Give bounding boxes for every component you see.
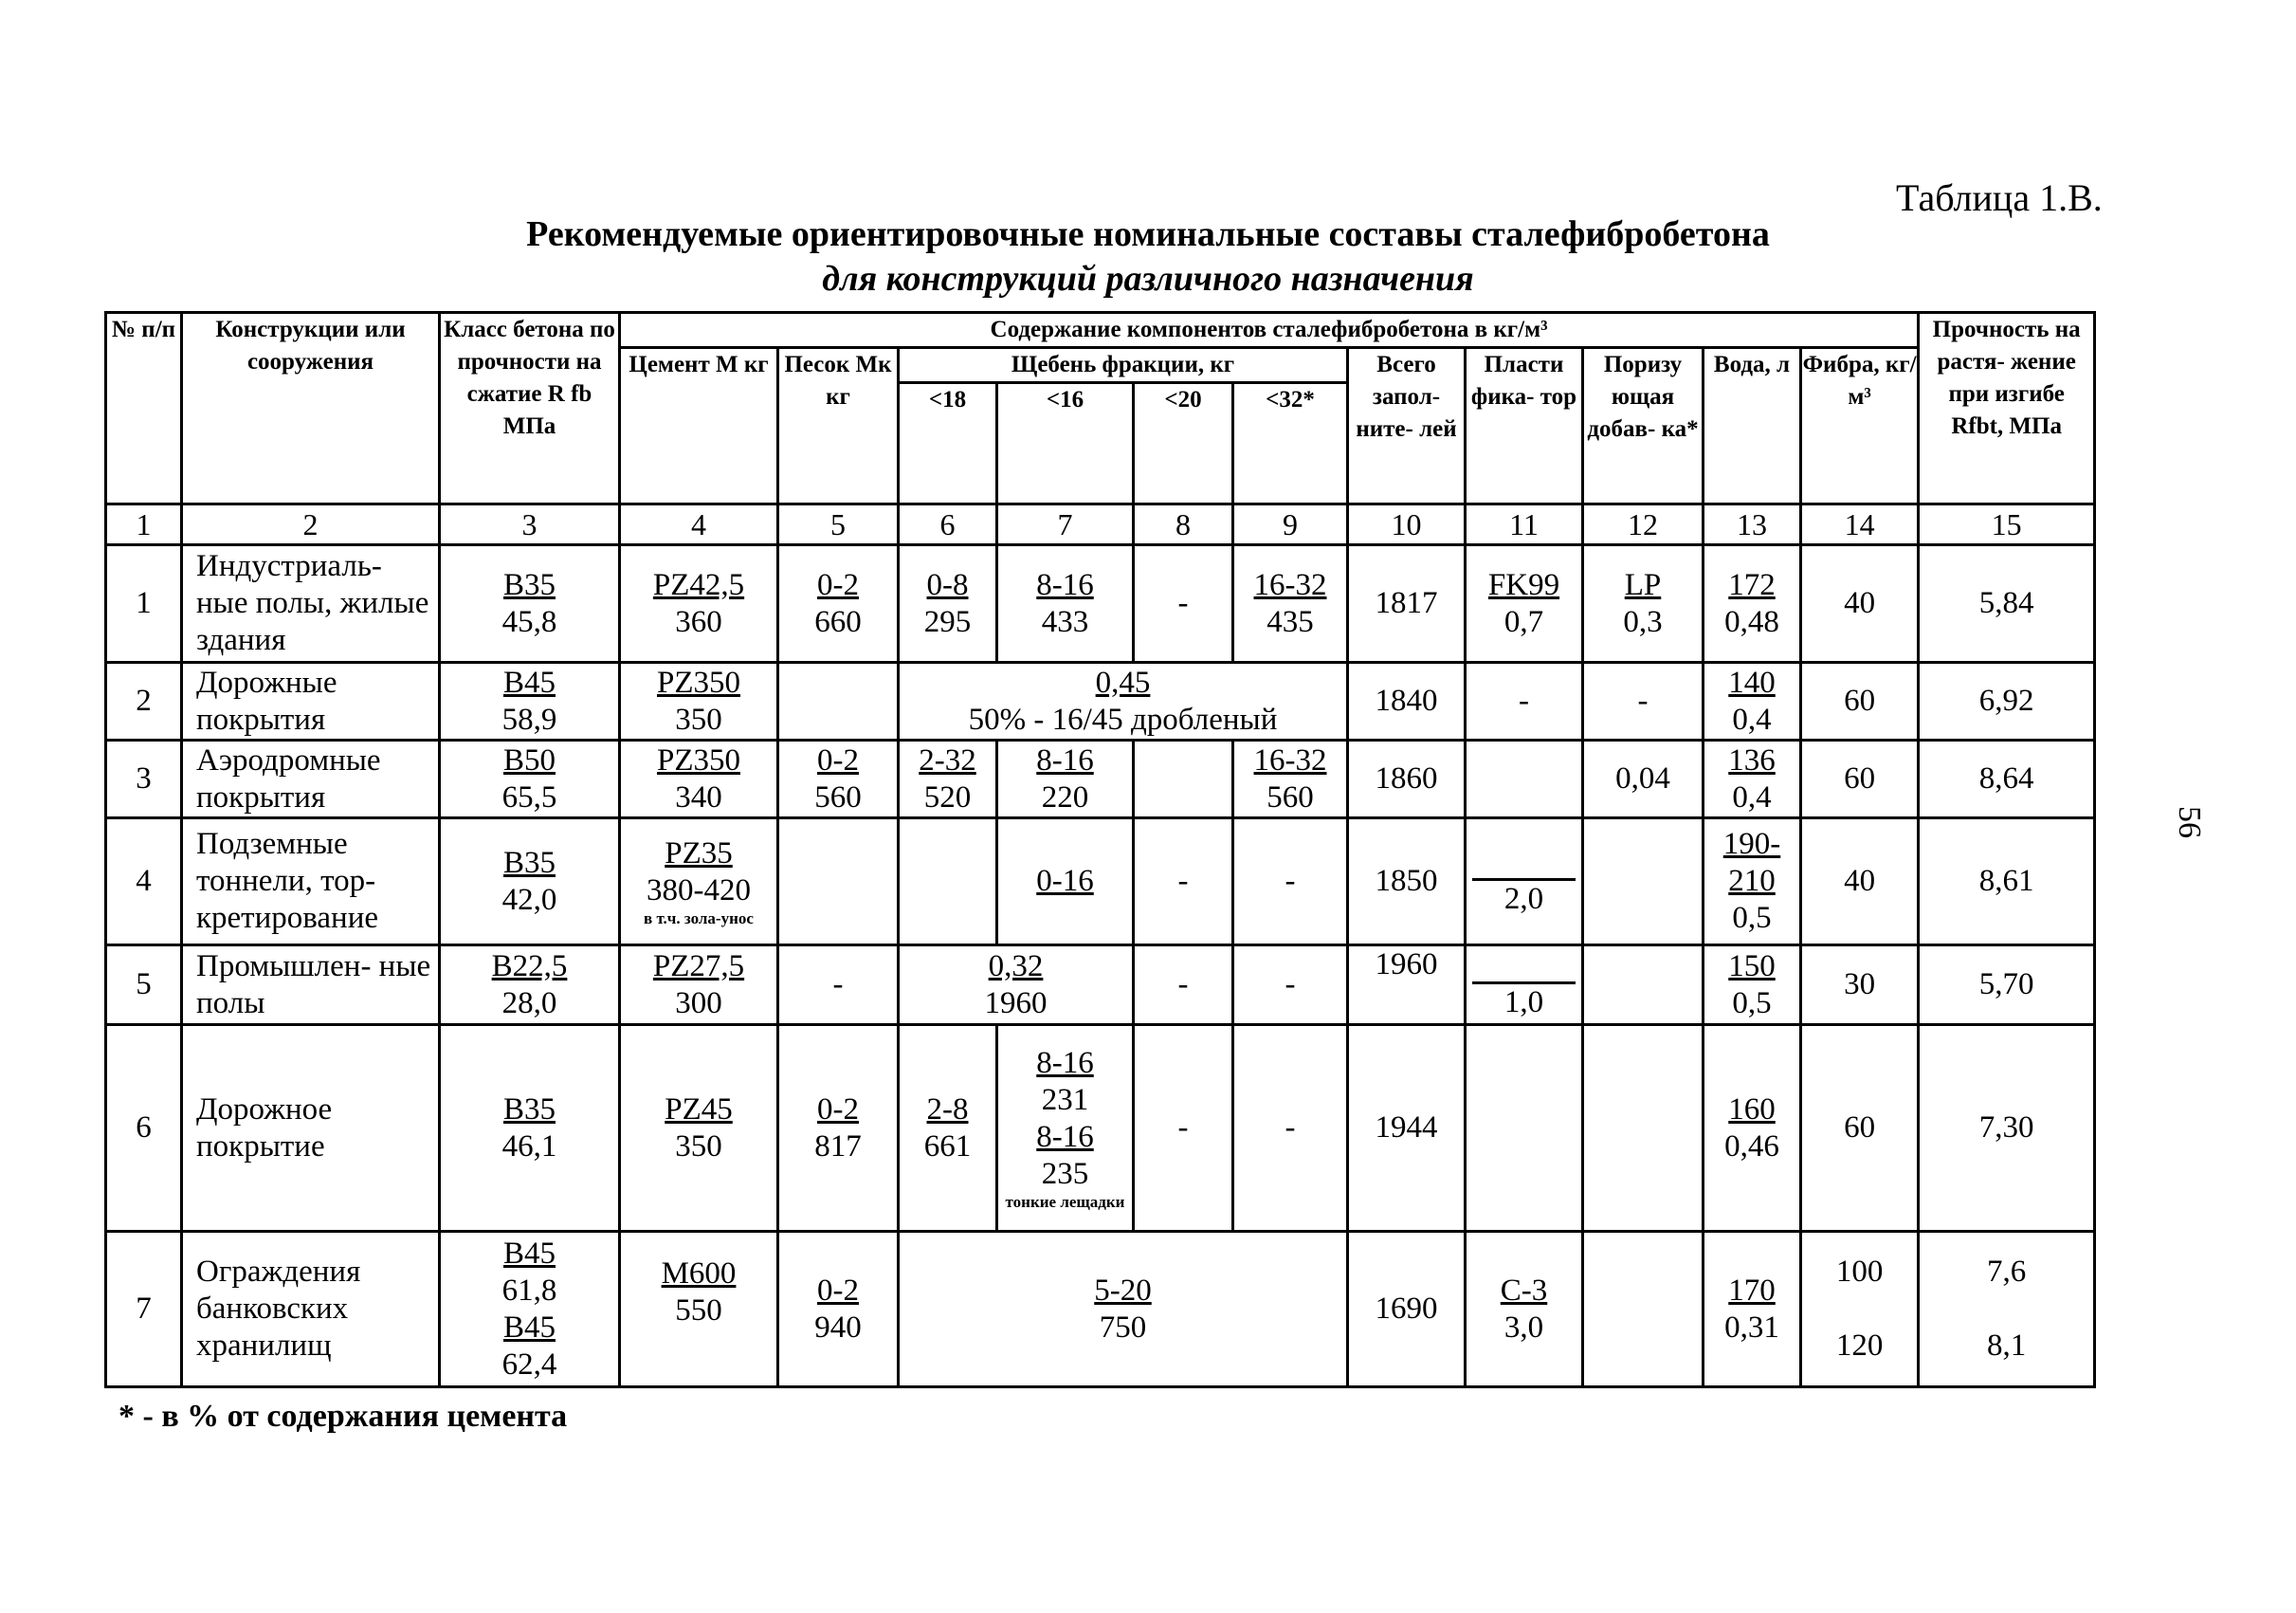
row-plasticizer: 1,0	[1466, 945, 1583, 1025]
row-gravel-32: -	[1233, 1025, 1348, 1232]
row-cement: PZ42,5 360	[620, 545, 778, 663]
row-construction: Подземные тоннели, тор- кретирование	[182, 818, 440, 945]
table-row	[106, 1025, 2095, 1232]
row-water: 150 0,5	[1704, 945, 1801, 1025]
row-bending: 6,92	[1919, 663, 2095, 741]
row-porizing: -	[1583, 663, 1704, 741]
row-class: B35 46,1	[440, 1025, 620, 1232]
col-number: 1	[106, 504, 182, 545]
header-porizing: Поризу ющая добав- ка*	[1583, 348, 1704, 504]
table-row	[106, 741, 2095, 818]
table-label: Таблица 1.В.	[1896, 176, 2103, 219]
row-porizing	[1583, 945, 1704, 1025]
row-gravel-merged: 5-20 750	[899, 1232, 1348, 1387]
row-sand: 0-2 660	[778, 545, 899, 663]
row-construction: Дорожное покрытие	[182, 1025, 440, 1232]
row-water: 140 0,4	[1704, 663, 1801, 741]
row-fiber: 60	[1801, 663, 1919, 741]
column-number-row	[106, 504, 2095, 545]
row-construction: Дорожные покрытия	[182, 663, 440, 741]
row-gravel-20: -	[1134, 945, 1233, 1025]
row-gravel-18: 2-32 520	[899, 741, 997, 818]
row-porizing	[1583, 1025, 1704, 1232]
row-gravel-18	[899, 818, 997, 945]
header-bending: Прочность на растя- жение при изгибе Rfbt, МПа	[1919, 313, 2095, 504]
row-plasticizer: FK99 0,7	[1466, 545, 1583, 663]
row-construction: Аэродромные покрытия	[182, 741, 440, 818]
row-class: B22,5 28,0	[440, 945, 620, 1025]
row-class: B45 58,9	[440, 663, 620, 741]
row-number: 1	[106, 545, 182, 663]
row-total: 1850	[1348, 818, 1466, 945]
row-gravel-merged: 0,32 1960	[899, 945, 1134, 1025]
row-class: B45 61,8 B45 62,4	[440, 1232, 620, 1387]
row-water: 172 0,48	[1704, 545, 1801, 663]
col-number: 14	[1801, 504, 1919, 545]
header-concrete-class: Класс бетона по прочности на сжатие R fb МПа	[440, 313, 620, 504]
row-cement: PZ35 380-420 в т.ч. зола-унос	[620, 818, 778, 945]
row-water: 170 0,31	[1704, 1232, 1801, 1387]
col-number: 2	[182, 504, 440, 545]
col-number: 8	[1134, 504, 1233, 545]
col-number: 4	[620, 504, 778, 545]
footnote: * - в % от содержания цемента	[118, 1399, 568, 1434]
row-gravel-18: 2-8 661	[899, 1025, 997, 1232]
row-plasticizer	[1466, 741, 1583, 818]
table-row	[106, 545, 2095, 663]
row-plasticizer: -	[1466, 663, 1583, 741]
row-class: B35 45,8	[440, 545, 620, 663]
row-plasticizer: 2,0	[1466, 818, 1583, 945]
col-number: 12	[1583, 504, 1704, 545]
row-number: 7	[106, 1232, 182, 1387]
row-number: 2	[106, 663, 182, 741]
header-num: № п/п	[106, 313, 182, 504]
header-plasticizer: Пласти фика- тор	[1466, 348, 1583, 504]
row-sand	[778, 818, 899, 945]
header-gravel-group: Щебень фракции, кг	[899, 348, 1348, 383]
header-gravel-16: <16	[997, 383, 1134, 504]
row-construction: Ограждения банковских хранилищ	[182, 1232, 440, 1387]
row-water: 190- 210 0,5	[1704, 818, 1801, 945]
row-total: 1944	[1348, 1025, 1466, 1232]
row-total: 1690	[1348, 1232, 1466, 1387]
col-number: 15	[1919, 504, 2095, 545]
row-gravel-32: 16-32 435	[1233, 545, 1348, 663]
row-construction: Индустриаль- ные полы, жилые здания	[182, 545, 440, 663]
col-number: 11	[1466, 504, 1583, 545]
page-number: 56	[2172, 806, 2207, 838]
row-porizing: LP 0,3	[1583, 545, 1704, 663]
row-number: 5	[106, 945, 182, 1025]
row-fiber: 30	[1801, 945, 1919, 1025]
header-sand: Песок Мк кг	[778, 348, 899, 504]
col-number: 6	[899, 504, 997, 545]
row-fiber: 100 120	[1801, 1232, 1919, 1387]
row-plasticizer	[1466, 1025, 1583, 1232]
row-number: 6	[106, 1025, 182, 1232]
row-sand: 0-2 560	[778, 741, 899, 818]
row-fiber: 40	[1801, 818, 1919, 945]
row-gravel-18: 0-8 295	[899, 545, 997, 663]
row-gravel-32: -	[1233, 818, 1348, 945]
row-bending: 7,6 8,1	[1919, 1232, 2095, 1387]
header-gravel-32: <32*	[1233, 383, 1348, 504]
row-gravel-32: 16-32 560	[1233, 741, 1348, 818]
row-gravel-16: 0-16	[997, 818, 1134, 945]
table-subtitle: для конструкций различного назначения	[822, 259, 1474, 299]
table-row	[106, 818, 2095, 945]
row-gravel-16: 8-16 231 8-16 235 тонкие лещадки	[997, 1025, 1134, 1232]
row-cement: M600 550	[620, 1232, 778, 1387]
row-sand: -	[778, 945, 899, 1025]
row-gravel-16: 8-16 433	[997, 545, 1134, 663]
header-fiber: Фибра, кг/м³	[1801, 348, 1919, 504]
header-gravel-20: <20	[1134, 383, 1233, 504]
row-gravel-20	[1134, 741, 1233, 818]
row-porizing	[1583, 1232, 1704, 1387]
row-cement: PZ45 350	[620, 1025, 778, 1232]
row-total: 1817	[1348, 545, 1466, 663]
col-number: 9	[1233, 504, 1348, 545]
row-gravel-20: -	[1134, 818, 1233, 945]
row-gravel-16: 8-16 220	[997, 741, 1134, 818]
row-fiber: 60	[1801, 1025, 1919, 1232]
col-number: 7	[997, 504, 1134, 545]
row-number: 4	[106, 818, 182, 945]
col-number: 13	[1704, 504, 1801, 545]
row-sand: 0-2 817	[778, 1025, 899, 1232]
header-construction: Конструкции или сооружения	[182, 313, 440, 504]
row-gravel-20: -	[1134, 545, 1233, 663]
col-number: 10	[1348, 504, 1466, 545]
row-cement: PZ350 350	[620, 663, 778, 741]
row-bending: 8,64	[1919, 741, 2095, 818]
row-gravel-32: -	[1233, 945, 1348, 1025]
header-total-filler: Всего запол- ните- лей	[1348, 348, 1466, 504]
header-water: Вода, л	[1704, 348, 1801, 504]
row-bending: 8,61	[1919, 818, 2095, 945]
table-row	[106, 945, 2095, 1025]
row-total: 1860	[1348, 741, 1466, 818]
header-content-group: Содержание компонентов сталефибробетона в кг/м³	[620, 313, 1919, 348]
row-water: 160 0,46	[1704, 1025, 1801, 1232]
row-class: B35 42,0	[440, 818, 620, 945]
row-fiber: 60	[1801, 741, 1919, 818]
col-number: 3	[440, 504, 620, 545]
row-cement: PZ350 340	[620, 741, 778, 818]
row-number: 3	[106, 741, 182, 818]
row-porizing: 0,04	[1583, 741, 1704, 818]
table-row	[106, 663, 2095, 741]
row-gravel-merged: 0,45 50% - 16/45 дробленый	[899, 663, 1348, 741]
row-porizing	[1583, 818, 1704, 945]
composition-table	[104, 311, 2096, 1388]
row-gravel-20: -	[1134, 1025, 1233, 1232]
row-cement: PZ27,5 300	[620, 945, 778, 1025]
row-sand: 0-2 940	[778, 1232, 899, 1387]
row-sand	[778, 663, 899, 741]
row-class: B50 65,5	[440, 741, 620, 818]
header-gravel-18: <18	[899, 383, 997, 504]
row-fiber: 40	[1801, 545, 1919, 663]
header-row	[106, 313, 2095, 348]
row-plasticizer: C-3 3,0	[1466, 1232, 1583, 1387]
col-number: 5	[778, 504, 899, 545]
row-bending: 7,30	[1919, 1025, 2095, 1232]
row-water: 136 0,4	[1704, 741, 1801, 818]
row-construction: Промышлен- ные полы	[182, 945, 440, 1025]
row-total: 1960	[1348, 945, 1466, 1025]
row-bending: 5,70	[1919, 945, 2095, 1025]
table-title: Рекомендуемые ориентировочные номинальные составы сталефибробетона	[526, 214, 1770, 254]
row-total: 1840	[1348, 663, 1466, 741]
table-row	[106, 1232, 2095, 1387]
header-cement: Цемент М кг	[620, 348, 778, 504]
row-bending: 5,84	[1919, 545, 2095, 663]
